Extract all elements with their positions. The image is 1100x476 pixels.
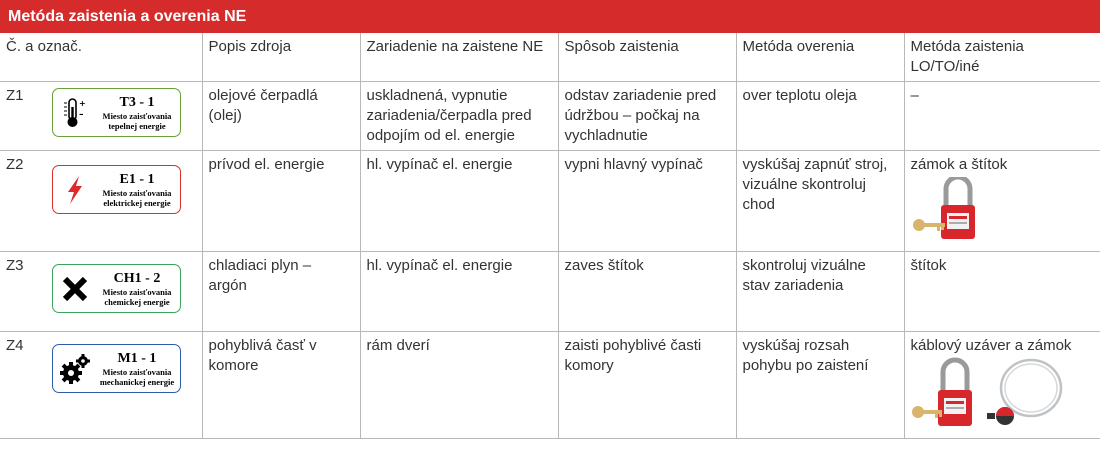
energy-label-card <box>52 165 181 214</box>
row-id: Z4 <box>6 337 24 354</box>
header-device: Zariadenie na zaistene NE <box>360 33 558 82</box>
header-source: Popis zdroja <box>202 33 360 82</box>
header-row <box>0 33 1100 82</box>
thermometer-icon <box>59 97 91 129</box>
key-icon <box>912 406 942 418</box>
row-id-cell <box>0 252 202 332</box>
row-id: Z1 <box>6 87 24 104</box>
verify-cell: vyskúšaj zapnúť stroj, vizuálne skontroluj chod <box>736 151 904 252</box>
method-cell <box>904 332 1100 439</box>
label-subtitle: Miesto zaisťovania elektrickej energie <box>102 188 172 208</box>
lightning-icon <box>59 174 91 206</box>
securing-cell: vypni hlavný vypínač <box>558 151 736 252</box>
header-verify: Metóda overenia <box>736 33 904 82</box>
securing-cell: odstav zariadenie pred údržbou – počkaj na vychladnutie <box>558 82 736 151</box>
cable-lock-icon <box>987 360 1061 425</box>
verify-cell: skontroluj vizuálne stav zariadenia <box>736 252 904 332</box>
row-id-cell <box>0 82 202 151</box>
verify-cell: vyskúšaj rozsah pohybu po zaistení <box>736 332 904 439</box>
header-method: Metóda zaistenia LO/TO/iné <box>904 33 1100 82</box>
table-row <box>0 252 1100 332</box>
table-row <box>0 151 1100 252</box>
row-id: Z3 <box>6 257 24 274</box>
device-cell: hl. vypínač el. energie <box>360 151 558 252</box>
method-text: káblový uzáver a zámok <box>910 337 1072 354</box>
row-id-cell <box>0 332 202 439</box>
source-cell: olejové čerpadlá (olej) <box>202 82 360 151</box>
securing-cell: zaisti pohyblivé časti komory <box>558 332 736 439</box>
device-cell: hl. vypínač el. energie <box>360 252 558 332</box>
row-id-cell <box>0 151 202 252</box>
label-subtitle: Miesto zaisťovania tepelnej energie <box>102 111 172 131</box>
row-id: Z2 <box>6 156 24 173</box>
label-code: E1 - 1 <box>119 172 155 187</box>
cross-icon <box>59 273 91 305</box>
energy-label-card <box>52 344 181 393</box>
table-row <box>0 332 1100 439</box>
energy-label-card <box>52 88 181 137</box>
label-subtitle: Miesto zaisťovania mechanickej energie <box>99 367 175 387</box>
padlock-key-image <box>911 177 1001 241</box>
svg-text:–: – <box>79 110 84 120</box>
table-row <box>0 82 1100 151</box>
label-code: M1 - 1 <box>117 351 157 366</box>
device-cell: rám dverí <box>360 332 558 439</box>
header-securing: Spôsob zaistenia <box>558 33 736 82</box>
energy-label-card <box>52 264 181 313</box>
key-icon <box>913 219 945 231</box>
label-code: CH1 - 2 <box>113 271 161 286</box>
securing-cell: zaves štítok <box>558 252 736 332</box>
device-cell: uskladnená, vypnutie zariadenia/čerpadla pred odpojím od el. energie <box>360 82 558 151</box>
verify-cell: over teplotu oleja <box>736 82 904 151</box>
source-cell: pohyblivá časť v komore <box>202 332 360 439</box>
method-cell: – <box>904 82 1100 151</box>
header-id: Č. a označ. <box>0 33 202 82</box>
source-cell: prívod el. energie <box>202 151 360 252</box>
table-title: Metóda zaistenia a overenia NE <box>0 0 1100 33</box>
label-subtitle: Miesto zaisťovania chemickej energie <box>102 287 172 307</box>
method-cell: štítok <box>904 252 1100 332</box>
label-code: T3 - 1 <box>119 95 155 110</box>
method-cell <box>904 151 1100 252</box>
cable-lock-padlock-image <box>911 356 1095 428</box>
gears-icon <box>59 353 91 385</box>
method-text: zámok a štítok <box>910 156 1008 173</box>
source-cell: chladiaci plyn – argón <box>202 252 360 332</box>
svg-text:+: + <box>79 99 86 108</box>
lockout-table <box>0 33 1100 439</box>
